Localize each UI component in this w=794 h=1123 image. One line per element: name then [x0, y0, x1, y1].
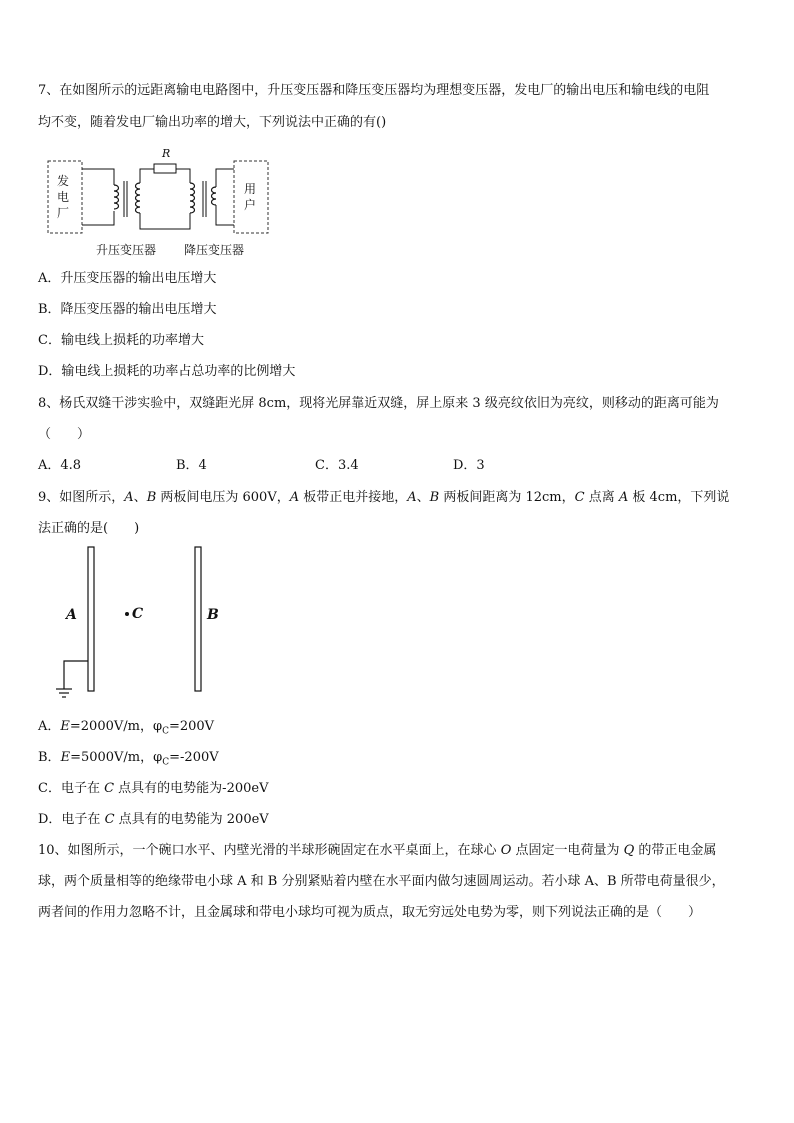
user-label: 用户: [244, 182, 257, 212]
q7-option-a: A．升压变压器的输出电压增大: [38, 271, 217, 286]
q7-circuit-figure: [44, 145, 274, 265]
q10-stem-line1: 10、如图所示，一个碗口水平、内壁光滑的半球形碗固定在水平桌面上，在球心 O 点固定一电荷量为 Q 的带正电金属: [38, 843, 717, 858]
plate-a: [88, 547, 94, 691]
q8-stem-line1: 8、杨氏双缝干涉实验中，双缝距光屏 8cm，现将光屏靠近双缝，屏上原来 3 级亮纹依旧为亮纹，则移动的距离可能为: [38, 396, 719, 411]
step-down-secondary-coil: [212, 187, 217, 205]
resistor-symbol: [154, 164, 176, 173]
step-up-secondary-coil: [136, 183, 141, 213]
q9-plates-figure: [50, 545, 230, 715]
point-c-dot: [125, 612, 129, 616]
q7-stem-line1: 7、在如图所示的远距离输电电路图中，升压变压器和降压变压器均为理想变压器，发电厂的输出电压和输电线的电阻: [38, 83, 710, 98]
step-down-primary-coil: [190, 183, 195, 213]
q8-option-c: C．3.4: [315, 458, 359, 473]
ground-wire: [64, 661, 88, 689]
q10-stem-line2: 球，两个质量相等的绝缘带电小球 A 和 B 分别紧贴着内壁在水平面内做匀速圆周运动。若小球 A、B 所带电荷量很少，: [38, 874, 725, 889]
parallel-plates-diagram: [50, 545, 230, 715]
resistor-label: R: [162, 147, 171, 160]
step-up-primary-coil: [114, 185, 119, 209]
plate-a-label: A: [66, 607, 77, 623]
step-up-transformer-label: 升压变压器: [96, 243, 157, 257]
q10-stem-line3: 两者间的作用力忽略不计，且金属球和带电小球均可视为质点，取无穷远处电势为零，则下列说法正确的是（ ）: [38, 905, 702, 920]
point-c-label: C: [132, 606, 144, 622]
q7-stem-line2: 均不变，随着发电厂输出功率的增大，下列说法中正确的有(): [38, 115, 387, 130]
q9-stem-line1: 9、如图所示，A、B 两板间电压为 600V，A 板带正电并接地，A、B 两板间距离为 12cm，C 点离 A 板 4cm，下列说: [38, 490, 730, 505]
q8-stem-line2: （ ）: [38, 427, 91, 442]
q9-stem-line2: 法正确的是( ): [38, 521, 140, 536]
plate-b: [195, 547, 201, 691]
q9-option-d: D．电子在 C 点具有的电势能为 200eV: [38, 812, 269, 827]
q9-option-b: B．E=5000V/m，$\varphi_C=-200V$: [38, 750, 219, 768]
q8-option-b: B．4: [176, 458, 207, 473]
q7-option-d: D．输电线上损耗的功率占总功率的比例增大: [38, 364, 296, 379]
q7-option-b: B．降压变压器的输出电压增大: [38, 302, 217, 317]
q8-option-a: A．4.8: [38, 458, 82, 473]
plate-b-label: B: [207, 607, 219, 623]
q7-option-c: C．输电线上损耗的功率增大: [38, 333, 204, 348]
q9-option-a: A．E=2000V/m，$\varphi_C=200V$: [38, 719, 215, 737]
q8-option-d: D．3: [453, 458, 485, 473]
q9-option-c: C．电子在 C 点具有的电势能为-200eV: [38, 781, 269, 796]
step-down-transformer-label: 降压变压器: [184, 243, 245, 257]
power-plant-label: 发电厂: [57, 174, 70, 220]
